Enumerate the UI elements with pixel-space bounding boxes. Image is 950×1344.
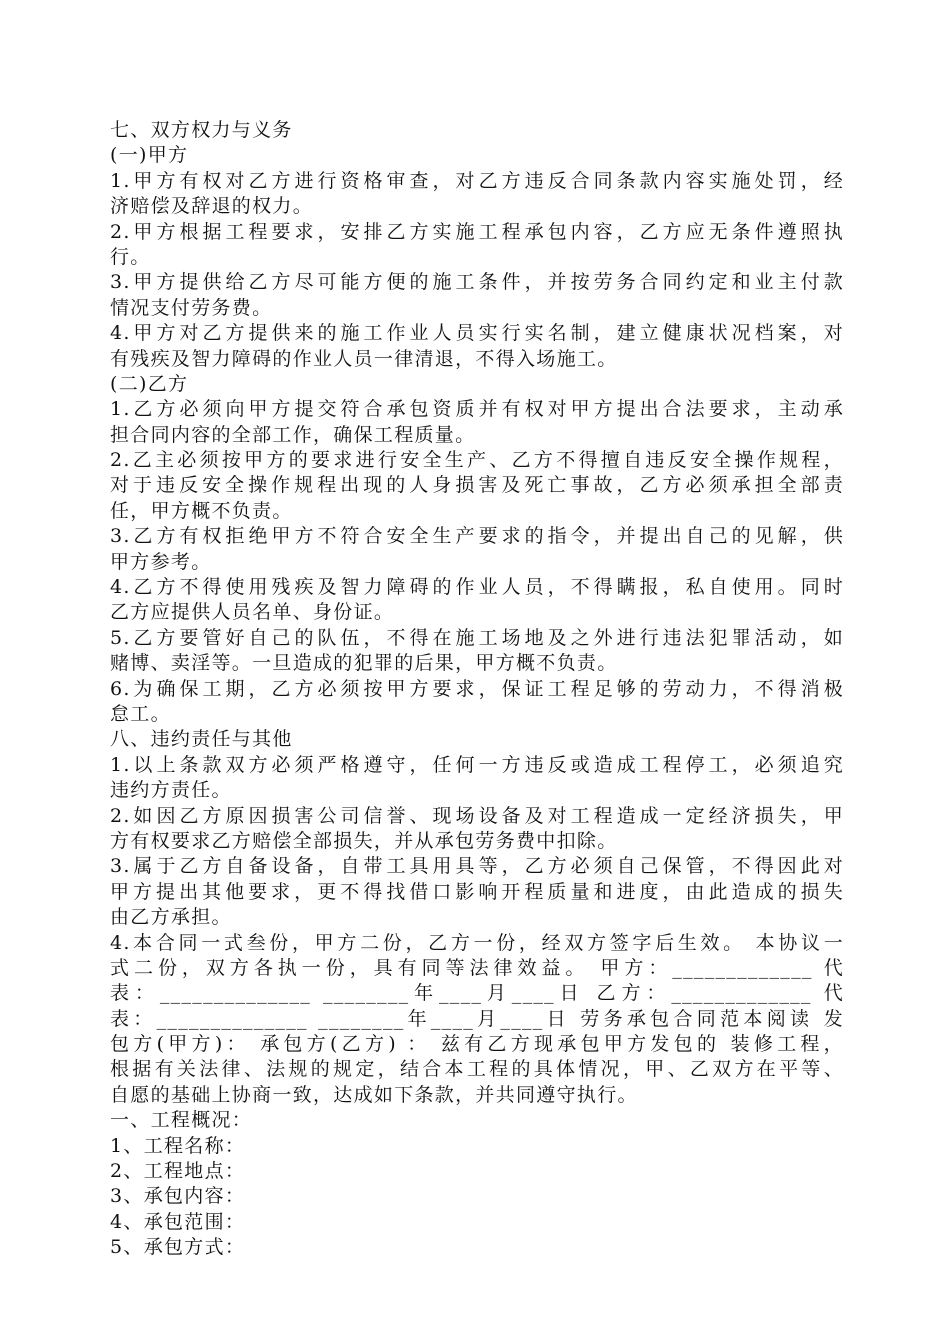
text-line: 由乙方承担。 <box>110 906 232 929</box>
text-line: 包方(甲方)： 承包方(乙方) ： 兹有乙方现承包甲方发包的 装修工程， <box>110 1033 844 1056</box>
text-line: 2.甲方根据工程要求，安排乙方实施工程承包内容，乙方应无条件遵照执 <box>110 220 844 243</box>
text-line: 1.甲方有权对乙方进行资格审查，对乙方违反合同条款内容实施处罚，经 <box>110 169 844 192</box>
list-item: 5、承包方式： <box>110 1236 246 1259</box>
text-line: 担合同内容的全部工作，确保工程质量。 <box>110 423 476 446</box>
text-line: 3.乙方有权拒绝甲方不符合安全生产要求的指令，并提出自己的见解，供 <box>110 525 844 548</box>
text-line: 4.甲方对乙方提供来的施工作业人员实行实名制，建立健康状况档案，对 <box>110 322 844 345</box>
text-line: 违约方责任。 <box>110 779 232 802</box>
text-line: 方有权要求乙方赔偿全部损失，并从承包劳务费中扣除。 <box>110 829 618 852</box>
text-line: 任，甲方概不负责。 <box>110 499 293 522</box>
text-line: 根据有关法律、法规的规定，结合本工程的具体情况，甲、乙双方在平等、 <box>110 1058 844 1081</box>
text-line: 1.乙方必须向甲方提交符合承包资质并有权对甲方提出合法要求，主动承 <box>110 398 844 421</box>
text-line: 6.为确保工期，乙方必须按甲方要求，保证工程足够的劳动力，不得消极 <box>110 677 844 700</box>
contract-text <box>110 118 844 1261</box>
text-line: 1.以上条款双方必须严格遵守，任何一方违反或造成工程停工，必须追究 <box>110 753 844 776</box>
section-heading: 一、工程概况： <box>110 1109 253 1132</box>
signature-line: 式二份，双方各执一份，具有同等法律效益。 甲方：_____________ 代 <box>110 956 844 979</box>
text-line: 5.乙方要管好自己的队伍，不得在施工场地及之外进行违法犯罪活动，如 <box>110 626 844 649</box>
text-line: 甲方参考。 <box>110 550 212 573</box>
signature-line: 表：______________ ________年____月____日 乙方：_____________ 代 <box>110 982 844 1005</box>
section-heading: 七、双方权力与义务 <box>110 119 293 141</box>
text-line: 3.属于乙方自备设备，自带工具用具等，乙方必须自己保管，不得因此对 <box>110 855 844 878</box>
text-line: 行。 <box>110 245 151 268</box>
list-item: 4、承包范围： <box>110 1210 246 1233</box>
text-line: 乙方应提供人员名单、身份证。 <box>110 601 395 624</box>
text-line: 自愿的基础上协商一致，达成如下条款，并共同遵守执行。 <box>110 1083 638 1106</box>
text-line: 甲方提出其他要求，更不得找借口影响开程质量和进度，由此造成的损失 <box>110 880 844 903</box>
text-line: 4.本合同一式叁份，甲方二份，乙方一份，经双方签字后生效。 本协议一 <box>110 931 844 954</box>
list-item: 2、工程地点： <box>110 1160 246 1183</box>
subsection-heading: (一)甲方 <box>110 144 189 167</box>
text-line: 2.乙主必须按甲方的要求进行安全生产、乙方不得擅自违反安全操作规程， <box>110 449 844 472</box>
signature-line: 表：______________ ________年____月____日 劳务承包合同范本阅读 发 <box>110 1007 844 1030</box>
text-line: 对于违反安全操作规程出现的人身损害及死亡事故，乙方必须承担全部责 <box>110 474 844 497</box>
text-line: 3.甲方提供给乙方尽可能方便的施工条件，并按劳务合同约定和业主付款 <box>110 271 844 294</box>
text-line: 赌博、卖淫等。一旦造成的犯罪的后果，甲方概不负责。 <box>110 652 618 675</box>
text-line: 2.如因乙方原因损害公司信誉、现场设备及对工程造成一定经济损失，甲 <box>110 804 844 827</box>
section-heading: 八、违约责任与其他 <box>110 728 293 751</box>
text-line: 有残疾及智力障碍的作业人员一律清退，不得入场施工。 <box>110 347 618 370</box>
text-line: 怠工。 <box>110 702 171 725</box>
text-line: 4.乙方不得使用残疾及智力障碍的作业人员，不得瞒报，私自使用。同时 <box>110 576 844 599</box>
text-line: 济赔偿及辞退的权力。 <box>110 195 314 218</box>
list-item: 3、承包内容： <box>110 1185 246 1208</box>
text-line: 情况支付劳务费。 <box>110 296 273 319</box>
subsection-heading: (二)乙方 <box>110 372 189 395</box>
list-item: 1、工程名称： <box>110 1134 246 1157</box>
